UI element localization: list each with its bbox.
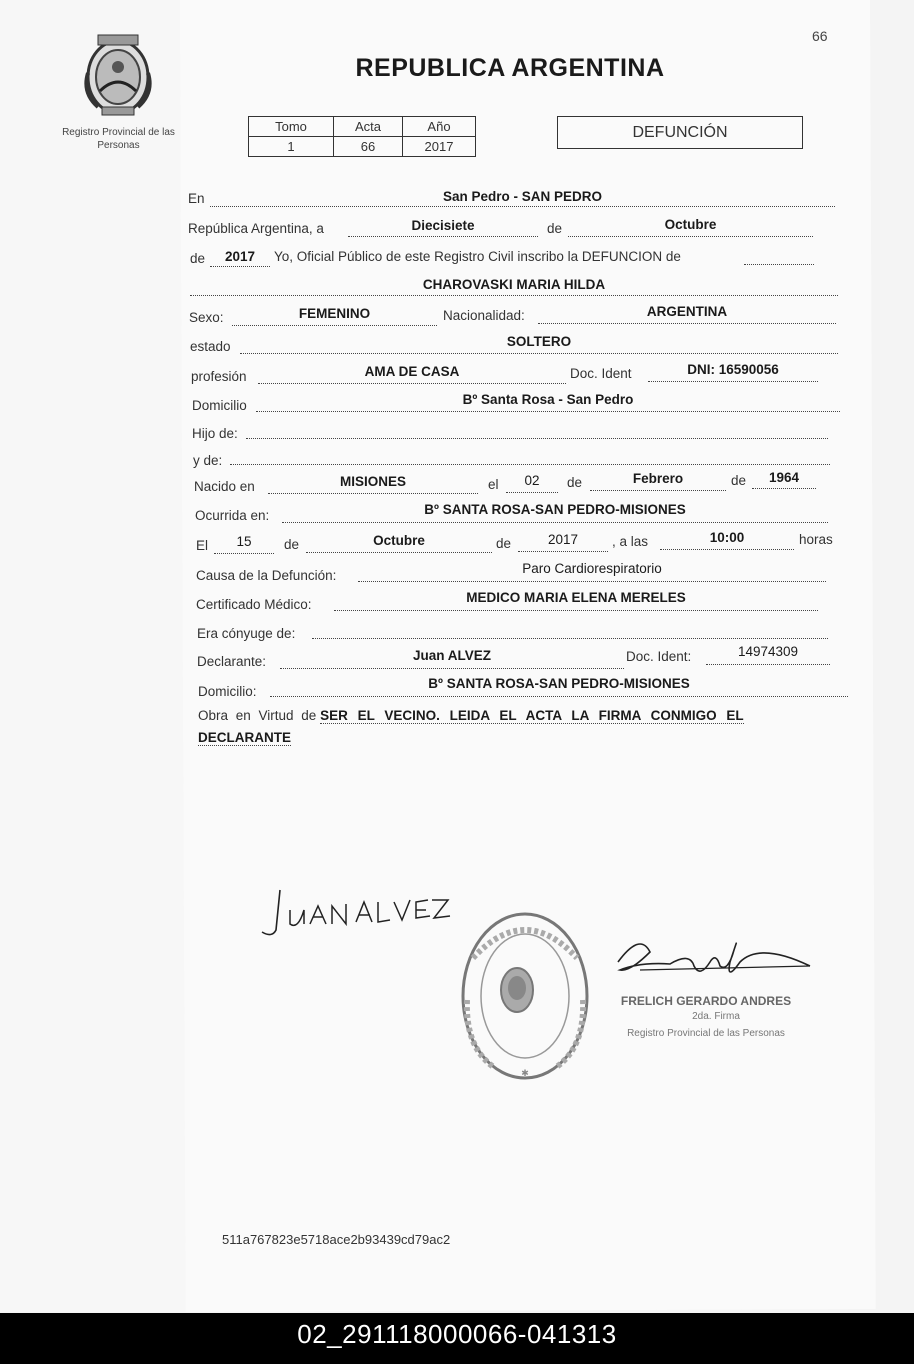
page-number: 66 <box>812 28 828 44</box>
declarante-value: Juan ALVEZ <box>412 648 491 663</box>
registro-table <box>248 116 476 157</box>
profesion-label: profesión <box>191 369 247 384</box>
declarante-doc-value: 14974309 <box>737 644 799 659</box>
province-crest-icon <box>78 33 158 117</box>
hijo-de-label: Hijo de: <box>192 426 238 441</box>
obra-label: Obra en Virtud de <box>198 708 317 723</box>
nacionalidad-value: ARGENTINA <box>646 304 728 319</box>
sexo-label: Sexo: <box>189 310 224 325</box>
declarante-doc-label: Doc. Ident: <box>626 649 692 664</box>
certificado-value: MEDICO MARIA ELENA MERELES <box>466 590 686 605</box>
a-las-label: , a las <box>612 534 649 549</box>
dia-value: Diecisiete <box>411 218 475 233</box>
obra-value-2: DECLARANTE <box>198 730 291 745</box>
nombre-value: CHAROVASKI MARIA HILDA <box>422 277 606 292</box>
declarante-label: Declarante: <box>197 654 267 669</box>
el-label: El <box>196 538 209 553</box>
tomo-header: Tomo <box>249 117 334 137</box>
ocurrida-value: Bº SANTA ROSA-SAN PEDRO-MISIONES <box>424 502 686 517</box>
footer-id: 02_291118000066-041313 <box>0 1313 914 1364</box>
acta-value: 66 <box>334 137 403 157</box>
oficial-name: FRELICH GERARDO ANDRES <box>620 994 792 1008</box>
dotted-line <box>744 248 814 265</box>
nacionalidad-label: Nacionalidad: <box>443 308 525 323</box>
dotted-line <box>246 422 828 439</box>
nacido-label: Nacido en <box>194 479 255 494</box>
de-label: de <box>190 251 206 266</box>
estado-value: SOLTERO <box>506 334 572 349</box>
causa-value: Paro Cardiorespiratorio <box>522 561 662 576</box>
en-value: San Pedro - SAN PEDRO <box>442 189 603 204</box>
def-hora: 10:00 <box>709 530 745 545</box>
def-mes: Octubre <box>373 533 425 548</box>
certificado-label: Certificado Médico: <box>196 597 312 612</box>
domicilio-value: Bº Santa Rosa - San Pedro <box>462 392 634 407</box>
tomo-value: 1 <box>249 137 334 157</box>
nacido-anio: 1964 <box>768 470 800 485</box>
page-margin <box>0 0 190 1312</box>
mes-value: Octubre <box>664 217 717 232</box>
anio-value: 2017 <box>403 137 476 157</box>
domicilio-decl-value: Bº SANTA ROSA-SAN PEDRO-MISIONES <box>428 676 690 691</box>
de-label: de <box>567 475 583 490</box>
sexo-value: FEMENINO <box>298 306 371 321</box>
en-label: En <box>188 191 205 206</box>
oficial-registro: Registro Provincial de las Personas <box>627 1028 785 1039</box>
declarante-signature <box>252 880 452 950</box>
profesion-value: AMA DE CASA <box>364 364 460 379</box>
doc-ident-value: DNI: 16590056 <box>687 362 779 377</box>
republica-label: República Argentina, a <box>188 221 324 236</box>
de-label: de <box>547 221 563 236</box>
tipo-acta: DEFUNCIÓN <box>557 116 803 149</box>
de-label: de <box>731 473 747 488</box>
conyuge-label: Era cónyuge de: <box>197 626 296 641</box>
oficial-role: 2da. Firma <box>692 1011 740 1022</box>
nacido-dia: 02 <box>524 473 540 488</box>
doc-ident-label: Doc. Ident <box>570 366 632 381</box>
ocurrida-label: Ocurrida en: <box>195 508 270 523</box>
y-de-label: y de: <box>193 453 223 468</box>
inscripcion-text: Yo, Oficial Público de este Registro Civil inscribo la DEFUNCION de <box>274 249 681 264</box>
domicilio-decl-label: Domicilio: <box>198 684 257 699</box>
obra-en-virtud <box>198 705 848 749</box>
registro-label: Registro Provincial de las Personas <box>62 127 175 151</box>
svg-text:✱: ✱ <box>521 1068 529 1078</box>
dotted-line <box>312 622 828 639</box>
el-label: el <box>488 477 499 492</box>
def-dia: 15 <box>236 534 252 549</box>
obra-value-1: SER EL VECINO. LEIDA EL ACTA LA FIRMA CONMIGO EL <box>320 708 744 723</box>
official-seal-icon <box>455 908 595 1084</box>
document-hash: 511a767823e5718ace2b93439cd79ac2 <box>222 1232 451 1247</box>
causa-label: Causa de la Defunción: <box>196 568 337 583</box>
horas-label: horas <box>799 532 833 547</box>
dotted-line <box>230 448 830 465</box>
nacido-lugar: MISIONES <box>339 474 406 489</box>
anio-header: Año <box>403 117 476 137</box>
def-anio: 2017 <box>547 532 579 547</box>
de-label: de <box>284 537 300 552</box>
anio-value: 2017 <box>224 249 256 264</box>
de-label: de <box>496 536 512 551</box>
document-title: REPUBLICA ARGENTINA <box>355 54 665 82</box>
domicilio-label: Domicilio <box>192 398 247 413</box>
nacido-mes: Febrero <box>632 471 684 486</box>
estado-label: estado <box>190 339 231 354</box>
acta-header: Acta <box>334 117 403 137</box>
